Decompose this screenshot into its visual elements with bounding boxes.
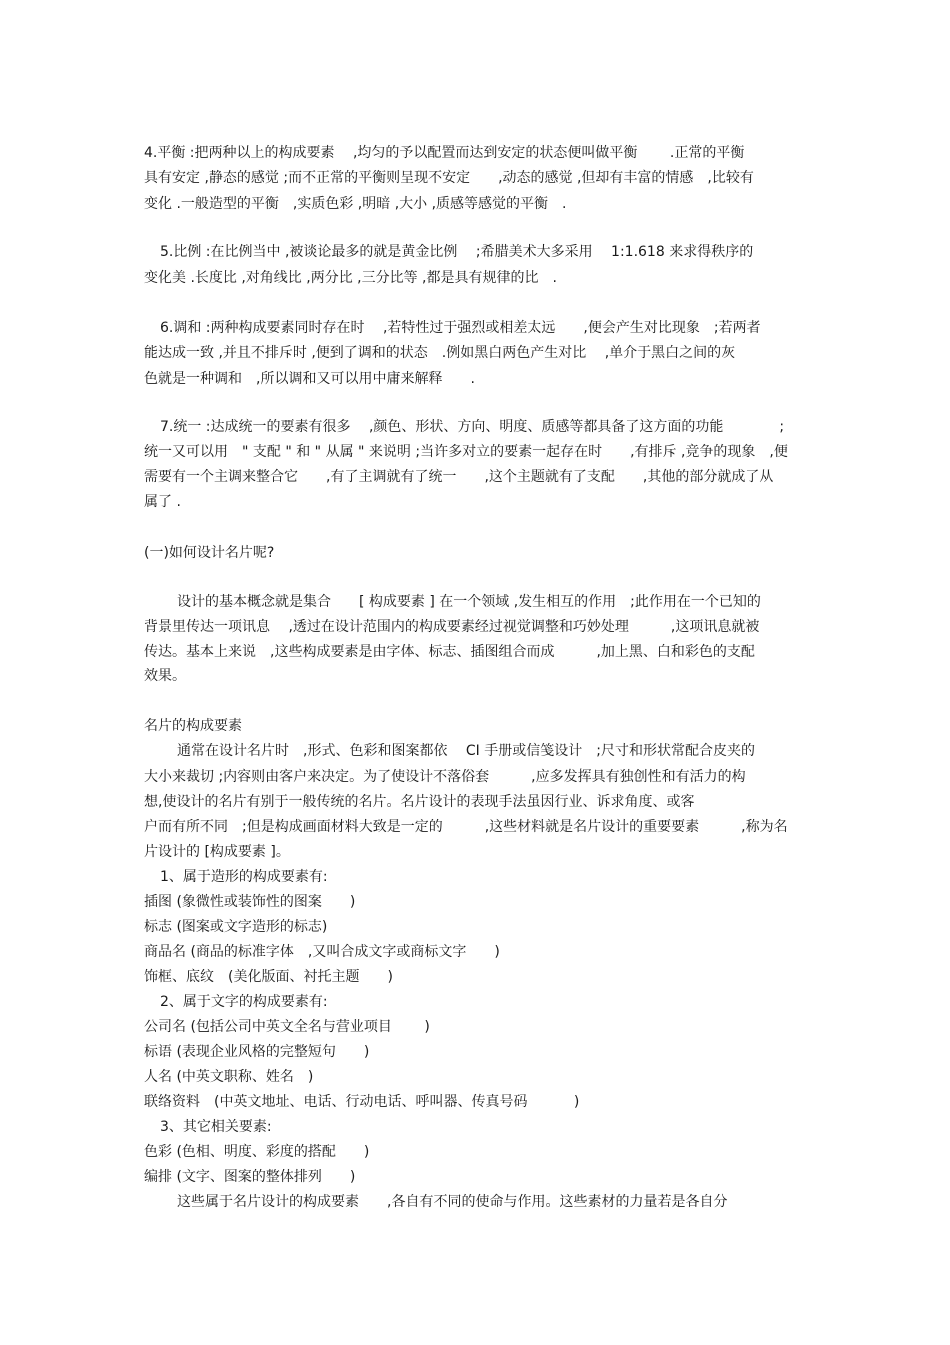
harmony-line-1: 6.调和 :两种构成要素同时存在时 ,若特性过于强烈或相差太远 ,便会产生对比现象 ;若两者 bbox=[160, 320, 761, 336]
balance-line-2: 具有安定 ,静态的感觉 ;而不正常的平衡则呈现不安定 ,动态的感觉 ,但却有丰富的情感 ,比较有 bbox=[144, 170, 754, 186]
unity-line-2: 统一又可以用 " 支配 " 和 " 从属 " 来说明 ;当许多对立的要素一起存在时 ,有排斥 ,竞争的现象 ,便 bbox=[144, 444, 788, 460]
intro-line-5: 片设计的 [构成要素 ]。 bbox=[144, 844, 290, 860]
harmony-line-3: 色就是一种调和 ,所以调和又可以用中庸来解释 . bbox=[144, 371, 475, 387]
intro-line-3: 想,使设计的名片有别于一般传统的名片。名片设计的表现手法虽因行业、诉求角度、或客 bbox=[144, 794, 695, 810]
group2-item: 公司名 (包括公司中英文全名与营业项目 ) bbox=[144, 1019, 430, 1035]
unity-line-4: 属了 . bbox=[144, 494, 181, 510]
concept-line-4: 效果。 bbox=[144, 668, 186, 684]
unity-line-1: 7.统一 :达成统一的要素有很多 ,颜色、形状、方向、明度、质感等都具备了这方面的功能 ; bbox=[160, 419, 785, 435]
group1-item: 饰框、底纹 (美化版面、衬托主题 ) bbox=[144, 969, 393, 985]
group1-item: 插图 (象微性或装饰性的图案 ) bbox=[144, 894, 356, 910]
intro-line-2: 大小来裁切 ;内容则由客户来决定。为了使设计不落俗套 ,应多发挥具有独创性和有活力的构 bbox=[144, 769, 746, 785]
concept-line-1: 设计的基本概念就是集合 [ 构成要素 ] 在一个领域 ,发生相互的作用 ;此作用在一个已知的 bbox=[177, 594, 761, 610]
proportion-line-1: 5.比例 :在比例当中 ,被谈论最多的就是黄金比例 ;希腊美术大多采用 1:1.618 来求得秩序的 bbox=[160, 244, 754, 260]
group2-title: 2、属于文字的构成要素有: bbox=[160, 994, 328, 1010]
group2-item: 人名 (中英文职称、姓名 ) bbox=[144, 1069, 314, 1085]
balance-line-3: 变化 .一般造型的平衡 ,实质色彩 ,明暗 ,大小 ,质感等感觉的平衡 . bbox=[144, 196, 567, 212]
group3-item: 色彩 (色相、明度、彩度的搭配 ) bbox=[144, 1144, 370, 1160]
elements-heading: 名片的构成要素 bbox=[144, 718, 242, 734]
group1-item: 标志 (图案或文字造形的标志) bbox=[144, 919, 328, 935]
unity-line-3: 需要有一个主调来整合它 ,有了主调就有了统一 ,这个主题就有了支配 ,其他的部分就成了从 bbox=[144, 469, 774, 485]
intro-line-1: 通常在设计名片时 ,形式、色彩和图案都依 CI 手册或信笺设计 ;尺寸和形状常配合皮夹的 bbox=[177, 743, 755, 759]
group3-item: 编排 (文字、图案的整体排列 ) bbox=[144, 1169, 356, 1185]
balance-line-1: 4.平衡 :把两种以上的构成要素 ,均匀的予以配置而达到安定的状态便叫做平衡 .正常的平衡 bbox=[144, 145, 745, 161]
group3-title: 3、其它相关要素: bbox=[160, 1119, 272, 1135]
how-to-heading: (一)如何设计名片呢? bbox=[144, 545, 275, 561]
group1-item: 商品名 (商品的标准字体 ,又叫合成文字或商标文字 ) bbox=[144, 944, 500, 960]
group2-item: 联络资料 (中英文地址、电话、行动电话、呼叫器、传真号码 ) bbox=[144, 1094, 580, 1110]
harmony-line-2: 能达成一致 ,并且不排斥时 ,便到了调和的状态 .例如黑白两色产生对比 ,单介于黑白之间的灰 bbox=[144, 345, 736, 361]
concept-line-3: 传达。基本上来说 ,这些构成要素是由字体、标志、插图组合而成 ,加上黑、白和彩色的支配 bbox=[144, 644, 755, 660]
closing-line: 这些属于名片设计的构成要素 ,各自有不同的使命与作用。这些素材的力量若是各自分 bbox=[177, 1194, 728, 1210]
proportion-line-2: 变化美 .长度比 ,对角线比 ,两分比 ,三分比等 ,都是具有规律的比 . bbox=[144, 270, 557, 286]
intro-line-4: 户而有所不同 ;但是构成画面材料大致是一定的 ,这些材料就是名片设计的重要要素 ,称为名 bbox=[144, 819, 788, 835]
concept-line-2: 背景里传达一项讯息 ,透过在设计范围内的构成要素经过视觉调整和巧妙处理 ,这项讯息就被 bbox=[144, 619, 760, 635]
group1-title: 1、属于造形的构成要素有: bbox=[160, 869, 328, 885]
group2-item: 标语 (表现企业风格的完整短句 ) bbox=[144, 1044, 370, 1060]
